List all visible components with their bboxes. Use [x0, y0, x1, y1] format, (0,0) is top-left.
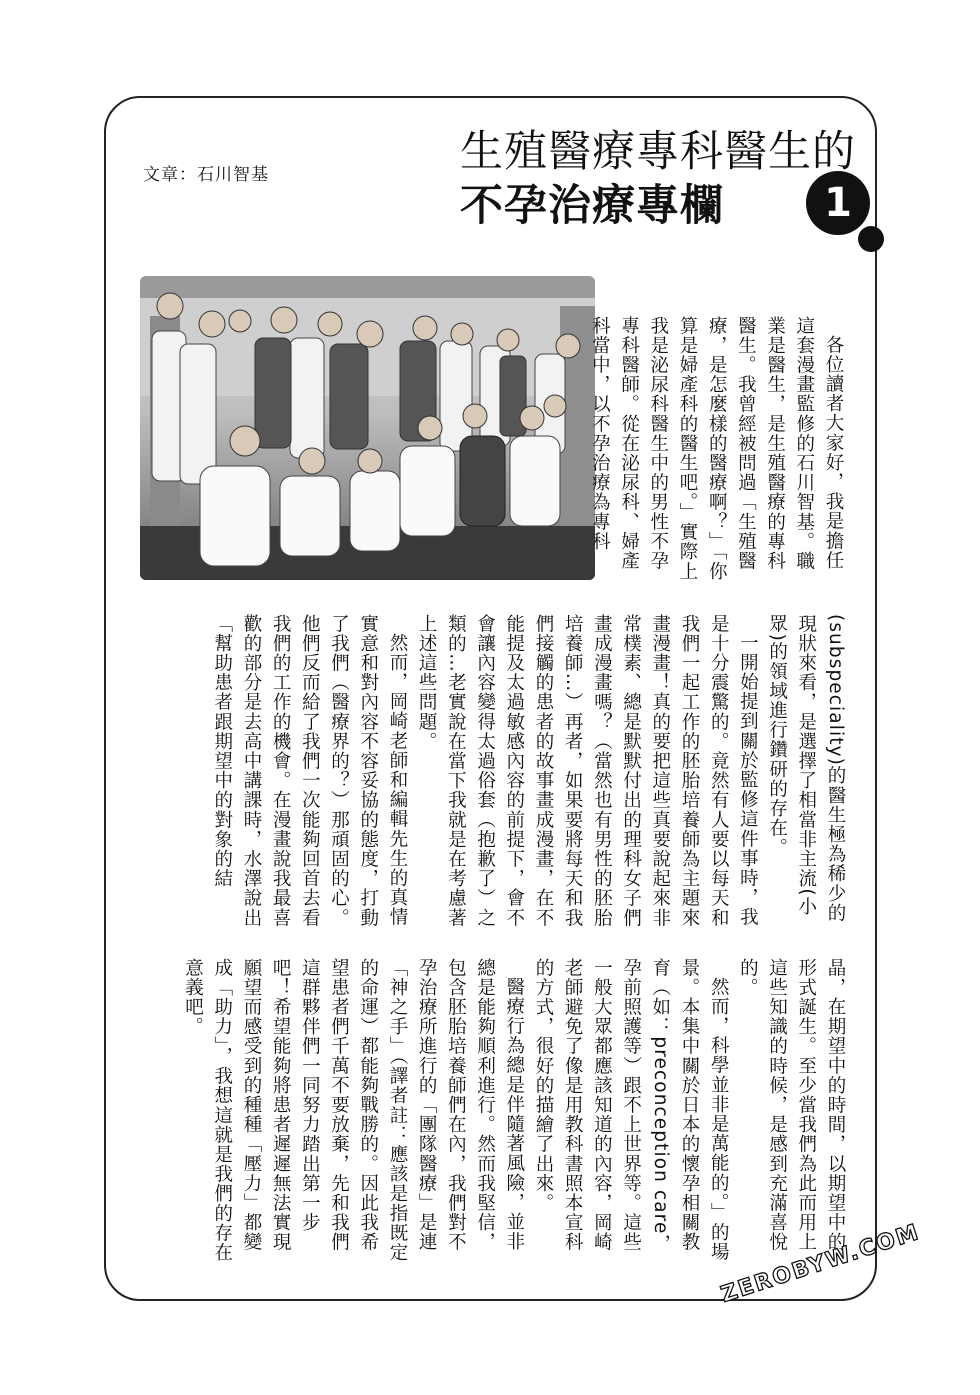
watermark: ZEROBYW.COM — [718, 1219, 924, 1308]
paragraph: 晶，在期望中的時間，以期望中的形式誕生。至少當我們為此而用上這些知識的時候，是感到充滿喜悅的。 — [737, 958, 846, 1252]
column-number-badge — [806, 171, 870, 235]
byline: 文章：石川智基 — [143, 165, 269, 185]
title-line-1: 生殖醫療專科醫生的 — [460, 127, 856, 177]
paragraph: 然而，岡崎老師和編輯先生的真情實意和對內容不容妥協的態度，打動了我們（醫療界的？）那頑固的心。他們反而給了我們一次能夠回首去看我們的工作的機會。在漫畫說我最喜歡的部分是去高中講課時，水澤說出「幫助患者跟期望中的對象的結 — [211, 614, 408, 928]
group-photo — [140, 276, 595, 580]
text-block-middle — [138, 614, 850, 936]
text-block-lower — [182, 958, 850, 1270]
paragraph: 各位讀者大家好，我是擔任這套漫畫監修的石川智基。職業是醫生，是生殖醫療的專科醫生。我曾經被問過「生殖醫療，是怎麼樣的醫療啊？」「你算是婦產科的醫生吧。」實際上我是泌尿科醫生中的男性不孕專科醫師。從在泌尿科、婦產科當中，以不孕治療為專科 — [589, 316, 844, 582]
column-number: 1 — [824, 180, 852, 226]
paragraph: 然而，科學並非是萬能的。」的場景。本集中關於日本的懷孕相關教育（如：preconception care，孕前照護等）跟不上世界等。這些一般大眾都應該知道的內容，岡崎老師避免了像是用教科書照本宣科的方式，很好的描繪了出來。 — [532, 958, 730, 1262]
badge-dot-decoration — [858, 226, 884, 252]
group-photo-illustration — [140, 276, 595, 580]
paragraph: (subspeciality)的醫生極為稀少的現狀來看，是選擇了相當非主流(小眾)的領域進行鑽研的存在。 — [766, 614, 846, 923]
title-line-2: 不孕治療專欄 — [460, 181, 724, 231]
paragraph: 一開始提到關於監修這件事時，我是十分震驚的。竟然有人要以每天和我們一起工作的胚胎培養師為主題來畫漫畫！真的要把這些真要說起來非常樸素、總是默默付出的理科女子們畫成漫畫嗎？（當然也有男性的胚胎培養師…）再者，如果要將每天和我們接觸的患者的故事畫成漫畫，在不能提及太過敏感內容的前提下，會不會讓內容變得太過俗套（抱歉了）之類的…老實說在當下我就是在考慮著上述這些問題。 — [416, 614, 759, 928]
text-block-upper — [589, 316, 848, 588]
paragraph: 醫療行為總是伴隨著風險，並非總是能夠順利進行。然而我堅信，包含胚胎培養師們在內，我們對不孕治療所進行的「團隊醫療」是連「神之手」（譯者註：應該是指既定的命運）都能夠戰勝的。因此我希望患者們千萬不要放棄，先和我們這群夥伴們一同努力踏出第一步吧！希望能夠將患者遲遲無法實現願望而感受到的種種「壓力」都變成「助力」，我想這就是我們的存在意義吧。 — [182, 958, 525, 1263]
